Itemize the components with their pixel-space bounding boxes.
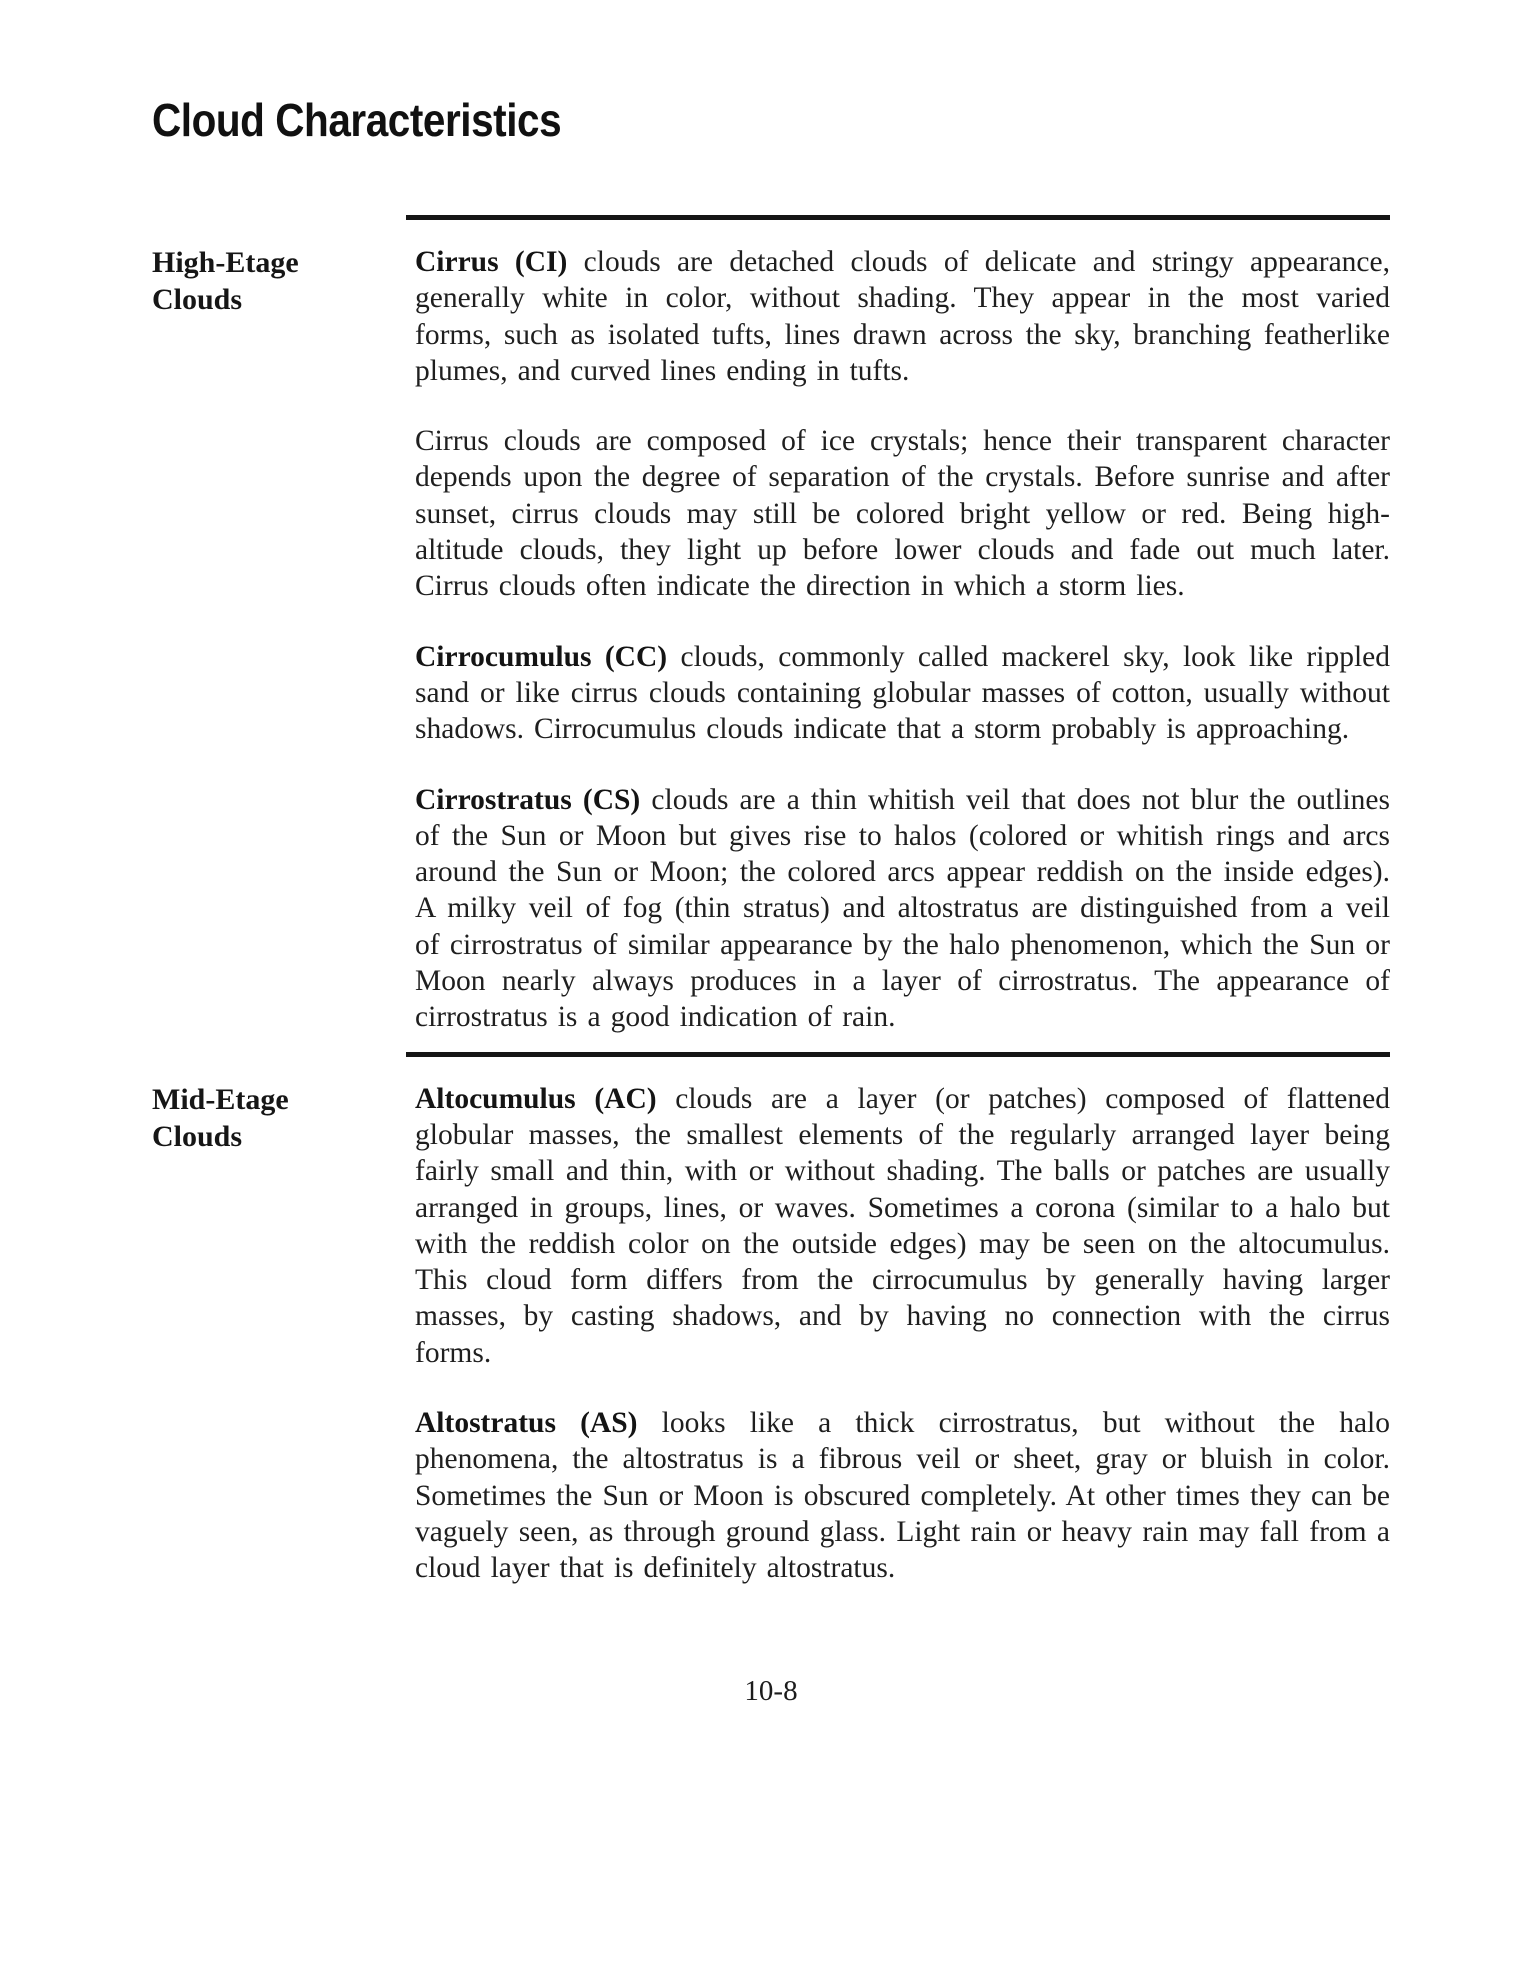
- section-content-high-etage: [415, 244, 1390, 1036]
- section-rule-high-etage: [406, 215, 1390, 220]
- paragraph-lead-cirrostratus: Cirrostratus (CS): [415, 783, 641, 816]
- paragraph-lead-altocumulus: Altocumulus (AC): [415, 1082, 657, 1115]
- section-rule-mid-etage: [406, 1052, 1390, 1057]
- paragraph-cirrostratus: [415, 782, 1390, 1036]
- paragraph-cirrus: [415, 244, 1390, 389]
- paragraph-lead-altostratus: Altostratus (AS): [415, 1407, 638, 1440]
- section-label-mid-etage: Mid-Etage Clouds: [152, 1082, 289, 1153]
- paragraph-cirrocumulus: [415, 639, 1390, 748]
- section-content-mid-etage: [415, 1081, 1390, 1587]
- page-number: 10-8: [744, 1674, 798, 1707]
- paragraph-text-cirrus-composition: Cirrus clouds are composed of ice crystals; hence their transparent character depends upon the degree of separation of the crystals. Before sunrise and after sunset, cirrus clouds may still be colored bright yellow or red. Being high-altitude clouds, they light up before lower clouds and fade out much later. Cirrus clouds often indicate the direction in which a storm lies.: [415, 425, 1390, 603]
- paragraph-text-cirrocumulus: clouds, commonly called mackerel sky, look like rippled sand or like cirrus clouds containing globular masses of cotton, usually without shadows. Cirrocumulus clouds indicate that a storm probably is approaching.: [415, 640, 1390, 746]
- paragraph-text-altocumulus: clouds are a layer (or patches) composed of flattened globular masses, the smallest elements of the regularly arranged layer being fairly small and thin, with or without shading. The balls or patches are usually arranged in groups, lines, or waves. Sometimes a corona (similar to a halo but with the reddish color on the outside edges) may be seen on the altocumulus. This cloud form differs from the cirrocumulus by generally having larger masses, by casting shadows, and by having no connection with the cirrus forms.: [415, 1082, 1390, 1369]
- paragraph-lead-cirrocumulus: Cirrocumulus (CC): [415, 640, 668, 673]
- paragraph-altostratus: [415, 1405, 1390, 1586]
- section-label-high-etage: High-Etage Clouds: [152, 246, 299, 316]
- paragraph-text-altostratus: looks like a thick cirrostratus, but without the halo phenomena, the altostratus is a fibrous veil or sheet, gray or bluish in color. Sometimes the Sun or Moon is obscured completely. At other times they can be vaguely seen, as through ground glass. Light rain or heavy rain may fall from a cloud layer that is definitely altostratus.: [415, 1407, 1390, 1585]
- paragraph-lead-cirrus: Cirrus (CI): [415, 246, 568, 278]
- paragraph-text-cirrus: clouds are detached clouds of delicate and stringy appearance, generally white in color, without shading. They appear in the most varied forms, such as isolated tufts, lines drawn across the sky, branching featherlike plumes, and curved lines ending in tufts.: [415, 246, 1390, 387]
- paragraph-altocumulus: [415, 1081, 1390, 1371]
- section-mid-etage: [152, 1081, 1390, 1587]
- paragraph-cirrus-composition: [415, 423, 1390, 604]
- paragraph-text-cirrostratus: clouds are a thin whitish veil that does not blur the outlines of the Sun or Moon but gives rise to halos (colored or whitish rings and arcs around the Sun or Moon; the colored arcs appear reddish on the inside edges). A milky veil of fog (thin stratus) and altostratus are distinguished from a veil of cirrostratus of similar appearance by the halo phenomenon, which the Sun or Moon nearly always produces in a layer of cirrostratus. The appearance of cirrostratus is a good indication of rain.: [415, 783, 1390, 1034]
- section-high-etage: [152, 244, 1390, 1036]
- page-title: Cloud Characteristics: [152, 94, 562, 146]
